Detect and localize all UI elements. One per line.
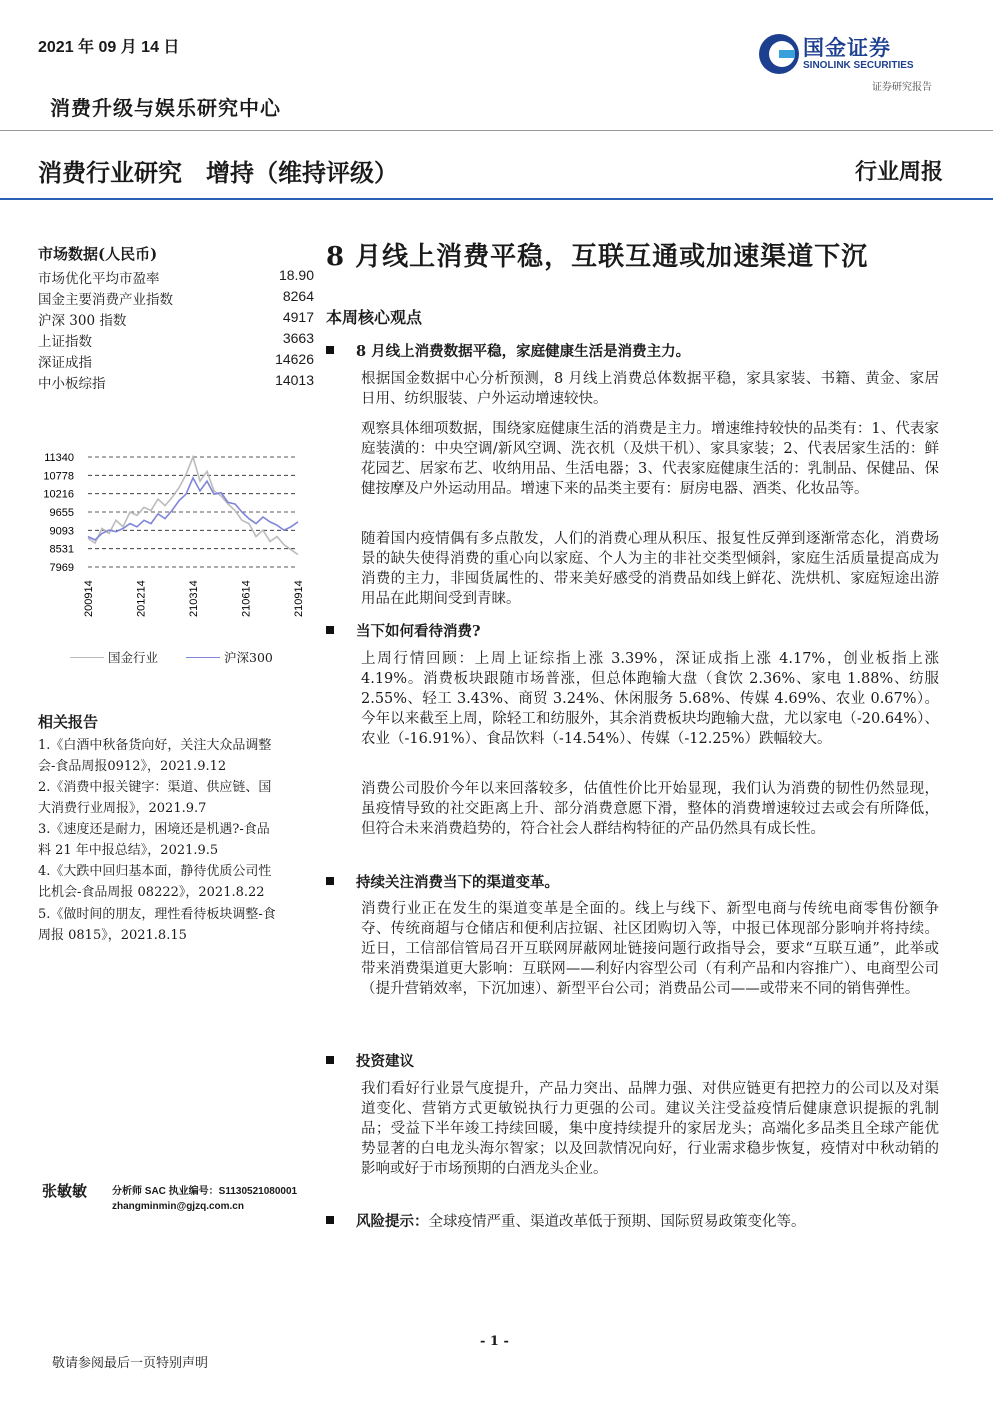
bullet-heading: 持续关注消费当下的渠道变革。 — [326, 871, 559, 892]
related-report-link[interactable]: 5.《做时间的朋友，理性看待板块调整-食 周报 0815》，2021.8.15 — [38, 907, 276, 943]
bullet-square-icon — [326, 1216, 334, 1224]
market-label: 上证指数 — [38, 334, 92, 350]
market-label: 市场优化平均市盈率 — [38, 271, 160, 287]
paragraph: 消费行业正在发生的渠道变革是全面的。线上与线下、新型电商与传统电商零售份额争夺、传统商超与仓储店和便利店拉锯、社区团购切入等，中报已体现部分影响并将持续。近日，工信部信管局召开互联网屏蔽网址链接问题行政指导会，要求“互联互通”，此举或带来消费渠道更大影响：互联网——利好内容型公司（有利产品和内容推广）、电商型公司（提升营销效率，下沉加速）、新型平台公司；消费品公司——或带来不同的销售弹性。 — [361, 901, 939, 997]
related-report-link[interactable]: 3.《速度还是耐力，困境还是机遇?-食品 料 21 年中报总结》，2021.9.5 — [38, 822, 270, 858]
x-tick-label: 200914 — [83, 580, 95, 617]
paragraph: 根据国金数据中心分析预测，8 月线上消费总体数据平稳，家具家装、书籍、黄金、家居日用、纺织服装、户外运动增速较快。 — [361, 371, 939, 407]
paragraph: 随着国内疫情偶有多点散发，人们的消费心理从积压、报复性反弹到逐渐常态化，消费场景的缺失使得消费的重心向以家庭、个人为主的非社交类型倾斜，家庭生活质量提高成为消费的主力，非囤货属性的、带来美好感受的消费品如线上鲜花、洗烘机、家庭短途出游用品在此期间受到青睐。 — [361, 531, 939, 607]
market-data-title: 市场数据(人民币) — [38, 245, 158, 263]
chart-series — [88, 457, 298, 555]
market-value: 14626 — [275, 351, 314, 367]
paragraph: 消费公司股价今年以来回落较多，估值性价比开始显现，我们认为消费的韧性仍然显现，虽疫情导致的社交距离上升、部分消费意愿下滑，整体的消费增速较过去或会有所降低，但符合未来消费趋势的，符合社会人群结构特征的产品仍然具有成长性。 — [361, 781, 939, 837]
bullet-heading: 8 月线上消费数据平稳，家庭健康生活是消费主力。 — [326, 340, 690, 361]
paragraph: 上周行情回顾：上周上证综指上涨 3.39%，深证成指上涨 4.17%，创业板指上涨 4.19%。消费板块跟随市场普涨，但总体跑输大盘（食饮 2.36%、家电 1.88%、纺服 2.55%、轻工 3.43%、商贸 3.24%、休闲服务 5.68%、传媒 4.69%、农业 0.67%）。今年以来截至上周，除轻工和纺服外，其余消费板块均跑输大盘，尤以家电（-20.64%）、农业（-16.91%）、食品饮料（-14.54%）、传媒（-12.25%）跌幅较大。 — [361, 651, 939, 747]
bullet-square-icon — [326, 877, 334, 885]
market-label: 沪深 300 指数 — [38, 313, 127, 329]
author-info — [112, 1184, 297, 1214]
market-row — [38, 330, 314, 351]
risk-warning — [326, 1210, 806, 1231]
author-sac: 分析师 SAC 执业编号：S1130521080001 — [112, 1186, 298, 1197]
author-name: 张敏敏 — [42, 1182, 88, 1200]
y-tick-label: 10778 — [43, 470, 74, 483]
series-line — [88, 457, 298, 555]
y-tick-label: 9093 — [49, 525, 74, 538]
market-value: 18.90 — [278, 267, 314, 283]
author-email[interactable]: zhangminmin@gjzq.com.cn — [112, 1201, 244, 1212]
legend-item — [70, 648, 158, 666]
core-view-heading: 本周核心观点 — [326, 308, 423, 327]
market-row — [38, 351, 314, 372]
market-label: 中小板综指 — [38, 376, 106, 392]
market-row — [38, 267, 314, 288]
y-tick-label: 8531 — [49, 543, 74, 556]
x-tick-label: 210314 — [188, 580, 200, 617]
market-row — [38, 372, 314, 393]
logo-name: 国金证券 — [803, 37, 891, 60]
footer-note: 敬请参阅最后一页特别声明 — [52, 1356, 209, 1371]
bullet-heading: 当下如何看待消费? — [326, 620, 481, 641]
research-center: 消费升级与娱乐研究中心 — [50, 96, 281, 120]
legend-swatch — [186, 657, 220, 659]
bullet-square-icon — [326, 626, 334, 634]
market-label: 深证成指 — [38, 355, 92, 371]
market-value: 3663 — [282, 330, 314, 346]
x-tick-label: 201214 — [135, 580, 148, 617]
y-tick-label: 7969 — [49, 562, 74, 574]
market-row — [38, 309, 314, 330]
market-value: 4917 — [282, 309, 314, 325]
logo-english: SINOLINK SECURITIES — [803, 60, 914, 71]
legend-swatch — [70, 657, 104, 659]
x-tick-label: 210914 — [293, 580, 305, 617]
chart-y-ticks — [43, 452, 74, 574]
chart-grid — [88, 457, 298, 567]
related-report-link[interactable]: 2.《消费中报关键字：渠道、供应链、国 大消费行业周报》，2021.9.7 — [38, 780, 272, 816]
bullet-square-icon — [326, 346, 334, 354]
logo — [757, 32, 947, 76]
y-tick-label: 9655 — [49, 507, 74, 519]
index-line-chart — [38, 440, 308, 630]
report-tag: 证券研究报告 — [872, 82, 932, 93]
divider — [0, 198, 993, 200]
bullet-heading: 投资建议 — [326, 1050, 414, 1071]
market-value: 8264 — [282, 288, 314, 304]
chart-x-ticks — [83, 580, 305, 617]
market-row — [38, 288, 314, 309]
report-date: 2021 年 09 月 14 日 — [38, 39, 180, 56]
legend-item — [186, 648, 273, 666]
risk-text: 全球疫情严重、渠道改革低于预期、国际贸易政策变化等。 — [428, 1214, 806, 1230]
paragraph: 我们看好行业景气度提升，产品力突出、品牌力强、对供应链更有把控力的公司以及对渠道变化、营销方式更敏锐执行力更强的公司。建议关注受益疫情后健康意识提振的乳制品；受益下半年竣工持续回暖，集中度持续提升的家居龙头；高端化多品类且全球产能优势显著的白电龙头海尔智家；以及回款情况向好，行业需求稳步恢复，疫情对中秋动销的影响或好于市场预期的白酒龙头企业。 — [361, 1081, 939, 1177]
report-type: 行业周报 — [854, 159, 943, 185]
y-tick-label: 11340 — [44, 452, 74, 464]
bullet-square-icon — [326, 1056, 334, 1064]
market-label: 国金主要消费产业指数 — [38, 292, 173, 308]
paragraph: 观察具体细项数据，围绕家庭健康生活的消费是主力。增速维持较快的品类有：1、代表家庭装潢的：中央空调/新风空调、洗衣机（及烘干机）、家具家装；2、代表居家生活的：鲜花园艺、居家布艺、收纳用品、生活电器；3、代表家庭健康生活的：乳制品、保健品、保健按摩及户外运动用品。增速下来的品类主要有：厨房电器、酒类、化妆品等。 — [361, 421, 939, 497]
related-report-link[interactable]: 4.《大跌中回归基本面，静待优质公司性 比机会-食品周报 08222》，2021.8.22 — [38, 864, 272, 900]
x-tick-label: 210614 — [240, 580, 253, 617]
sinolink-logo-icon — [757, 32, 801, 76]
risk-label: 风险提示： — [356, 1213, 429, 1230]
related-reports-title: 相关报告 — [38, 713, 99, 731]
chart-legend — [70, 646, 297, 666]
y-tick-label: 10216 — [43, 488, 74, 501]
rating: 消费行业研究 增持（维持评级） — [38, 160, 398, 187]
page-number: - 1 - — [480, 1334, 509, 1349]
related-report-link[interactable]: 1.《白酒中秋备货向好，关注大众品调整 会-食品周报0912》，2021.9.12 — [38, 738, 272, 774]
market-value: 14013 — [275, 372, 314, 388]
legend-label: 国金行业 — [108, 650, 159, 666]
divider — [0, 130, 993, 131]
legend-label: 沪深300 — [224, 650, 273, 666]
main-title: 8 月线上消费平稳，互联互通或加速渠道下沉 — [326, 242, 869, 272]
